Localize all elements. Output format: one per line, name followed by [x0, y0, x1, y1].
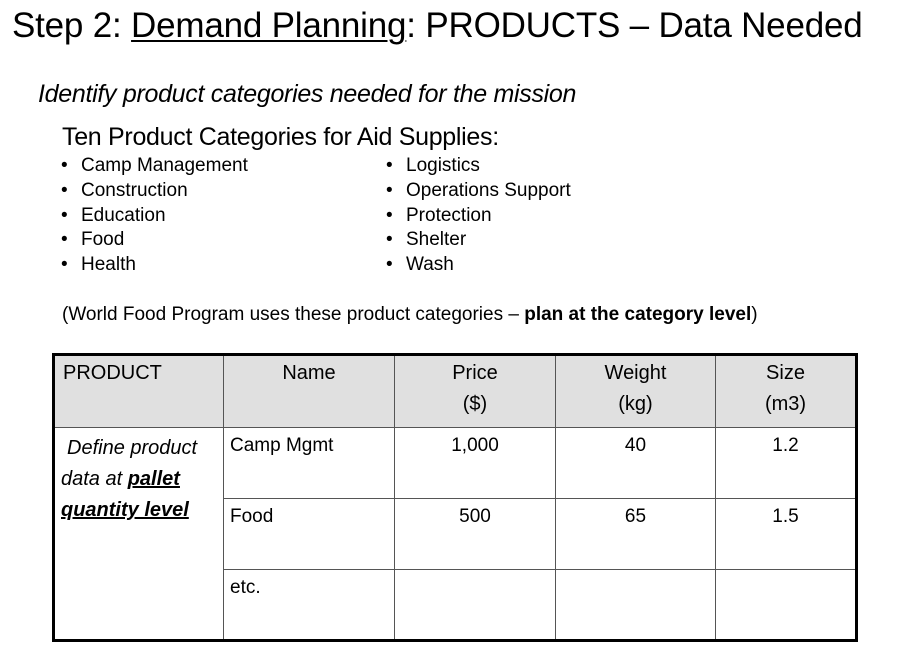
cell-name: Camp Mgmt	[224, 428, 395, 499]
cell-price	[395, 570, 556, 641]
category-item: • Wash	[386, 253, 571, 278]
cell-price: 1,000	[395, 428, 556, 499]
product-definition-note: Define product data at pallet quantity level	[54, 428, 224, 641]
title-prefix: Step 2:	[12, 6, 132, 45]
category-note: (World Food Program uses these product categories – plan at the category level)	[62, 304, 758, 325]
category-item: • Food	[61, 228, 248, 253]
cell-size: 1.5	[716, 499, 857, 570]
note-emphasis: plan at the category level	[524, 304, 752, 325]
cell-size: 1.2	[716, 428, 857, 499]
category-item: • Logistics	[386, 154, 571, 179]
bullet-icon: •	[386, 155, 393, 176]
title-underlined: Demand Planning	[131, 6, 407, 45]
category-item: • Shelter	[386, 228, 571, 253]
subtitle: Identify product categories needed for the mission	[38, 80, 577, 108]
bullet-icon: •	[386, 204, 393, 226]
header-product: PRODUCT	[54, 355, 224, 428]
category-list-left	[61, 154, 248, 278]
bullet-icon: •	[61, 179, 68, 201]
table-row	[54, 428, 857, 499]
category-list-right	[386, 154, 571, 278]
bullet-icon: •	[61, 229, 68, 251]
header-price: Price ($)	[395, 355, 556, 428]
cell-size	[716, 570, 857, 641]
header-name: Name	[224, 355, 395, 428]
bullet-icon: •	[61, 254, 68, 276]
category-item: • Camp Management	[61, 154, 248, 179]
cell-weight: 65	[556, 499, 716, 570]
category-item: • Health	[61, 253, 248, 278]
cell-price: 500	[395, 499, 556, 570]
slide-title	[12, 4, 863, 48]
category-item: • Operations Support	[386, 179, 571, 204]
cell-name: etc.	[224, 570, 395, 641]
cell-weight: 40	[556, 428, 716, 499]
cell-name: Food	[224, 499, 395, 570]
bullet-icon: •	[386, 254, 393, 276]
category-item: • Protection	[386, 204, 571, 229]
product-data-table	[52, 353, 858, 642]
title-suffix: : PRODUCTS – Data Needed	[406, 6, 863, 45]
category-item: • Education	[61, 204, 248, 229]
category-item: • Construction	[61, 179, 248, 204]
bullet-icon: •	[386, 179, 393, 201]
header-weight: Weight (kg)	[556, 355, 716, 428]
header-size: Size (m3)	[716, 355, 857, 428]
bullet-icon: •	[61, 204, 68, 226]
categories-heading: Ten Product Categories for Aid Supplies:	[62, 123, 499, 151]
cell-weight	[556, 570, 716, 641]
bullet-icon: •	[386, 229, 393, 251]
table-header-row	[54, 355, 857, 428]
bullet-icon: •	[61, 155, 68, 176]
